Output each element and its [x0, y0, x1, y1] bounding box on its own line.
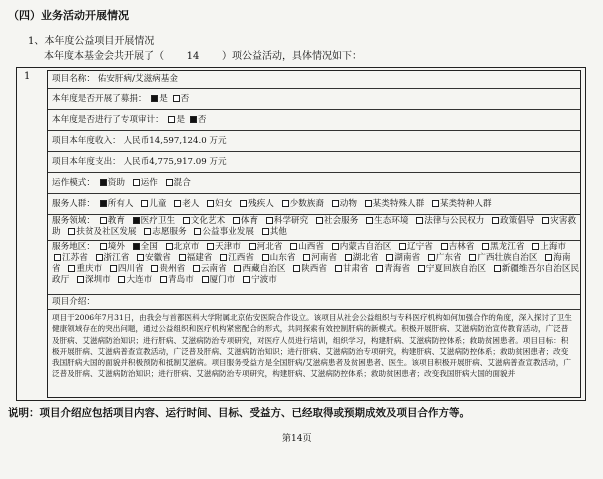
area-option-label: 内蒙古自治区 — [339, 242, 392, 252]
audit-yes-checkbox[interactable] — [168, 116, 175, 123]
field-label: 服务领域： — [52, 216, 95, 226]
area-option-label: 青海省 — [384, 264, 411, 274]
name-value: 佑安肝病/艾滋病基金 — [97, 74, 178, 84]
area-option-label: 上海市 — [540, 242, 567, 252]
crowd-option[interactable] — [330, 199, 357, 209]
area-checkbox[interactable] — [482, 243, 489, 250]
area-checkbox[interactable] — [428, 254, 435, 261]
area-option[interactable] — [480, 242, 524, 252]
field-option[interactable] — [98, 216, 125, 226]
mode-checkbox[interactable] — [166, 179, 173, 186]
crowd-label: 服务人群： — [52, 199, 95, 209]
field-option[interactable] — [414, 216, 484, 226]
area-option-label: 海南省 — [52, 253, 571, 274]
area-option[interactable] — [158, 275, 194, 285]
area-option[interactable] — [66, 264, 102, 274]
area-option-label: 宁夏回族自治区 — [425, 264, 486, 274]
crowd-option[interactable] — [98, 199, 134, 209]
area-option-label: 全国 — [140, 242, 158, 252]
area-checkbox[interactable] — [160, 276, 167, 283]
crowd-checkbox[interactable] — [141, 200, 148, 207]
mode-option[interactable] — [98, 178, 125, 188]
area-option[interactable] — [108, 264, 144, 274]
field-option-label: 社会服务 — [323, 216, 359, 226]
field-option-label: 其他 — [269, 227, 287, 237]
area-option-label: 广西壮族自治区 — [477, 253, 538, 263]
crowd-option-label: 残疾人 — [248, 199, 274, 209]
audit-yes-label: 是 — [176, 115, 186, 125]
intro-label: 项目介绍： — [52, 297, 95, 307]
row-mode — [48, 173, 580, 194]
crowd-option-label: 某类特种人群 — [439, 199, 492, 209]
crowd-option[interactable] — [139, 199, 166, 209]
area-option-label: 甘肃省 — [342, 264, 369, 274]
crowd-option-label: 儿童 — [149, 199, 167, 209]
area-option[interactable] — [98, 242, 125, 252]
field-checkbox[interactable] — [233, 217, 240, 224]
crowd-option[interactable] — [430, 199, 492, 209]
footer-note: 说明：项目介绍应包括项目内容、运行时间、目标、受益方、已经取得或预期成效及项目合作方等。 — [8, 407, 470, 419]
name-label: 项目名称： — [52, 74, 95, 84]
field-option[interactable] — [181, 216, 225, 226]
area-option[interactable] — [164, 242, 200, 252]
area-checkbox[interactable] — [532, 243, 539, 250]
area-option[interactable] — [247, 242, 283, 252]
crowd-checkbox[interactable] — [282, 200, 289, 207]
area-checkbox[interactable] — [133, 243, 140, 250]
page-number: 第14页 — [282, 434, 312, 444]
fundraising-no-checkbox[interactable] — [173, 95, 180, 102]
area-option-label: 湖北省 — [352, 253, 379, 263]
income-label: 项目本年度收入： — [52, 136, 121, 146]
crowd-checkbox[interactable] — [365, 200, 372, 207]
fundraising-yes-label: 是 — [159, 94, 168, 104]
crowd-checkbox[interactable] — [240, 200, 247, 207]
area-option-label: 江苏省 — [62, 253, 88, 263]
row-area — [48, 241, 580, 295]
area-option-label: 湖南省 — [394, 253, 421, 263]
crowd-option[interactable] — [238, 199, 274, 209]
audit-label: 本年度是否进行了专项审计： — [52, 115, 164, 125]
area-option-label: 新疆维吾尔自治区民政厅 — [52, 264, 580, 285]
area-checkbox[interactable] — [68, 265, 75, 272]
project-table — [47, 70, 581, 398]
area-option[interactable] — [205, 242, 241, 252]
area-option-label: 吉林省 — [448, 242, 475, 252]
field-option-label: 教育 — [107, 216, 125, 226]
crowd-checkbox[interactable] — [332, 200, 339, 207]
fundraising-no-label: 否 — [180, 94, 190, 104]
area-option-label: 大连市 — [126, 275, 153, 285]
area-option[interactable] — [384, 253, 420, 263]
field-option[interactable] — [490, 216, 534, 226]
field-option-label: 公益事业发展 — [202, 227, 254, 237]
crowd-option[interactable] — [280, 199, 324, 209]
crowd-checkbox[interactable] — [432, 200, 439, 207]
field-checkbox[interactable] — [316, 217, 323, 224]
field-option[interactable] — [192, 227, 254, 237]
area-checkbox[interactable] — [545, 254, 552, 261]
area-checkbox[interactable] — [202, 276, 209, 283]
area-checkbox[interactable] — [293, 265, 300, 272]
crowd-checkbox[interactable] — [207, 200, 214, 207]
area-option[interactable] — [530, 242, 566, 252]
field-option-label: 扶贫及社区发展 — [76, 227, 137, 237]
area-option-label: 广东省 — [435, 253, 462, 263]
row-audit — [48, 110, 580, 131]
crowd-option[interactable] — [205, 199, 232, 209]
crowd-checkbox[interactable] — [100, 200, 107, 207]
area-checkbox[interactable] — [469, 254, 476, 261]
area-option[interactable] — [467, 253, 537, 263]
crowd-options — [98, 199, 495, 209]
area-option[interactable] — [52, 253, 88, 263]
area-checkbox[interactable] — [249, 243, 256, 250]
area-checkbox[interactable] — [335, 265, 342, 272]
area-option-label: 安徽省 — [145, 253, 171, 263]
field-checkbox[interactable] — [194, 228, 201, 235]
area-option[interactable] — [343, 253, 379, 263]
area-option[interactable] — [177, 253, 213, 263]
row-field — [48, 215, 580, 241]
area-option-label: 境外 — [107, 242, 125, 252]
field-checkbox[interactable] — [100, 217, 107, 224]
area-option[interactable] — [241, 275, 277, 285]
field-checkbox[interactable] — [183, 217, 190, 224]
area-option-label: 天津市 — [215, 242, 241, 252]
crowd-option[interactable] — [363, 199, 425, 209]
area-option[interactable] — [232, 264, 285, 274]
field-option[interactable] — [131, 216, 175, 226]
row-name — [48, 71, 580, 89]
area-option[interactable] — [260, 253, 296, 263]
area-option-label: 浙江省 — [103, 253, 130, 263]
area-checkbox[interactable] — [100, 243, 107, 250]
crowd-option-label: 动物 — [339, 199, 357, 209]
area-option-label: 贵州省 — [159, 264, 186, 274]
area-option-label: 西藏自治区 — [242, 264, 286, 274]
area-checkbox[interactable] — [345, 254, 352, 261]
mode-checkbox[interactable] — [100, 179, 107, 186]
area-option-label: 山东省 — [269, 253, 296, 263]
fundraising-yes-checkbox[interactable] — [151, 95, 158, 102]
area-option[interactable] — [397, 242, 433, 252]
area-option[interactable] — [75, 275, 111, 285]
area-checkbox[interactable] — [441, 243, 448, 250]
area-option-label: 辽宁省 — [407, 242, 433, 252]
mode-option[interactable] — [131, 178, 158, 188]
field-option-label: 体育 — [240, 216, 259, 226]
field-checkbox[interactable] — [133, 217, 140, 224]
area-option-label: 黑龙江省 — [490, 242, 525, 252]
area-option[interactable] — [94, 253, 130, 263]
area-option-label: 河南省 — [311, 253, 337, 263]
area-option[interactable] — [116, 275, 152, 285]
intro-text: 项目于2006年7月31日，由我会与首都医科大学附属北京佑安医院合作设立。该项目从社会公益组织与专科医疗机构如何加强合作的角度，深入探讨了卫生健康领域存在的突出问题，通过公益组织和医疗机构紧密配合的形式，共同探索有效控制肝病的新模式。积极开展肝病、艾滋病防治宣传教育活动，广泛普及肝病、艾滋病防治知识；进行肝病、艾滋病防治专项研究，对医疗人员进行培训，组织学习，构建肝病、艾滋病防控体系；救助贫困患者。项目目标：积极开展肝病、艾滋病普查宣教活动，广泛普及肝病、艾滋病防治知识；进行肝病、艾滋病防治专项研究，构建肝病、艾滋病防控体系；救助贫困患者；改变我国肝病大国的面貌并积极预防和抵制艾滋病。项目服务受益方是全国肝病/艾滋病患者及贫困患者、医生。该项目积极开展肝病、艾滋病普查宣教活动，广泛普及肝病、艾滋病防治知识；进行肝病、艾滋病防治专项研究，构建肝病、艾滋病防控体系；救助贫困患者；改变我国肝病大国的面貌并 — [52, 313, 572, 379]
summary-prefix: 本年度本基金会共开展了（ — [44, 51, 164, 62]
row-intro-label — [48, 295, 580, 310]
audit-no-label: 否 — [197, 115, 207, 125]
area-checkbox[interactable] — [262, 254, 269, 261]
area-checkbox[interactable] — [290, 243, 297, 250]
crowd-option-label: 少数族裔 — [289, 199, 324, 209]
summary-count: 14 — [186, 51, 200, 62]
area-checkbox[interactable] — [418, 265, 425, 272]
fundraising-label: 本年度是否开展了募捐： — [52, 94, 147, 104]
area-checkbox[interactable] — [137, 254, 144, 261]
area-checkbox[interactable] — [234, 265, 241, 272]
area-option-label: 青岛市 — [168, 275, 194, 285]
field-checkbox[interactable] — [542, 217, 549, 224]
field-option[interactable] — [142, 227, 186, 237]
field-option[interactable] — [364, 216, 408, 226]
area-options — [52, 242, 579, 285]
area-option[interactable] — [218, 253, 254, 263]
mode-options — [98, 178, 194, 188]
mode-label: 运作模式： — [52, 178, 95, 188]
area-option[interactable] — [149, 264, 185, 274]
area-option[interactable] — [200, 275, 236, 285]
crowd-option-label: 所有人 — [107, 199, 134, 209]
area-checkbox[interactable] — [376, 265, 383, 272]
field-checkbox[interactable] — [266, 217, 273, 224]
field-option[interactable] — [66, 227, 136, 237]
area-checkbox[interactable] — [303, 254, 310, 261]
area-checkbox[interactable] — [332, 243, 339, 250]
field-option-label: 医疗卫生 — [140, 216, 176, 226]
area-option-label: 北京市 — [173, 242, 200, 252]
area-checkbox[interactable] — [96, 254, 103, 261]
area-checkbox[interactable] — [118, 276, 125, 283]
summary-line — [44, 47, 362, 62]
area-option[interactable] — [191, 264, 227, 274]
crowd-option-label: 妇女 — [215, 199, 233, 209]
area-checkbox[interactable] — [54, 254, 61, 261]
row-crowd — [48, 194, 580, 215]
area-checkbox[interactable] — [166, 243, 173, 250]
expense-value: 人民币4,775,917.09 万元 — [123, 157, 227, 167]
area-checkbox[interactable] — [399, 243, 406, 250]
field-option-label: 生态环境 — [374, 216, 409, 226]
area-checkbox[interactable] — [494, 265, 501, 272]
area-option[interactable] — [333, 264, 369, 274]
area-option[interactable] — [330, 242, 392, 252]
area-checkbox[interactable] — [193, 265, 200, 272]
area-option[interactable] — [131, 242, 158, 252]
area-checkbox[interactable] — [207, 243, 214, 250]
project-index: 1 — [24, 71, 31, 82]
area-option-label: 深圳市 — [84, 275, 111, 285]
field-option[interactable] — [264, 216, 308, 226]
mode-checkbox[interactable] — [133, 179, 140, 186]
area-label: 服务地区： — [52, 242, 95, 252]
subsection-heading: 1、本年度公益项目开展情况 — [28, 36, 155, 47]
area-option[interactable] — [291, 264, 327, 274]
field-checkbox[interactable] — [366, 217, 373, 224]
crowd-option-label: 某类特殊人群 — [372, 199, 425, 209]
area-option[interactable] — [135, 253, 171, 263]
area-option[interactable] — [426, 253, 462, 263]
field-checkbox[interactable] — [262, 228, 269, 235]
row-income — [48, 131, 580, 152]
field-checkbox[interactable] — [492, 217, 499, 224]
crowd-checkbox[interactable] — [174, 200, 181, 207]
field-option-label: 科学研究 — [273, 216, 309, 226]
field-checkbox[interactable] — [144, 228, 151, 235]
mode-option-label: 运作 — [140, 178, 158, 188]
area-checkbox[interactable] — [110, 265, 117, 272]
area-option-label: 重庆市 — [76, 264, 103, 274]
field-option-label: 灾害救助 — [52, 216, 577, 237]
field-option-label: 文化艺术 — [190, 216, 226, 226]
area-checkbox[interactable] — [386, 254, 393, 261]
field-option[interactable] — [260, 227, 287, 237]
section-heading: （四）业务活动开展情况 — [8, 9, 129, 22]
area-checkbox[interactable] — [179, 254, 186, 261]
mode-option-label: 混合 — [173, 178, 191, 188]
area-option-label: 四川省 — [117, 264, 144, 274]
area-option[interactable] — [301, 253, 337, 263]
area-option-label: 厦门市 — [209, 275, 236, 285]
area-option-label: 宁波市 — [251, 275, 277, 285]
row-fundraising — [48, 89, 580, 110]
area-option-label: 陕西省 — [301, 264, 327, 274]
area-checkbox[interactable] — [151, 265, 158, 272]
expense-label: 项目本年度支出： — [52, 157, 121, 167]
area-option-label: 江西省 — [228, 253, 254, 263]
field-option-label: 志愿服务 — [152, 227, 187, 237]
area-option-label: 河北省 — [256, 242, 283, 252]
row-expense — [48, 152, 580, 173]
mode-option-label: 资助 — [107, 178, 125, 188]
summary-suffix: ）项公益活动，具体情况如下： — [222, 51, 362, 62]
area-option-label: 云南省 — [200, 264, 227, 274]
field-option[interactable] — [231, 216, 258, 226]
field-options — [52, 216, 576, 237]
area-option[interactable] — [416, 264, 486, 274]
area-checkbox[interactable] — [77, 276, 84, 283]
mode-option[interactable] — [164, 178, 191, 188]
crowd-option-label: 老人 — [182, 199, 200, 209]
field-option-label: 政策倡导 — [500, 216, 535, 226]
crowd-option[interactable] — [172, 199, 199, 209]
area-option[interactable] — [439, 242, 475, 252]
field-option[interactable] — [314, 216, 358, 226]
area-option[interactable] — [374, 264, 410, 274]
field-checkbox[interactable] — [68, 228, 75, 235]
area-option-label: 福建省 — [186, 253, 213, 263]
area-checkbox[interactable] — [243, 276, 250, 283]
field-option-label: 法律与公民权力 — [424, 216, 485, 226]
field-checkbox[interactable] — [416, 217, 423, 224]
area-option[interactable] — [288, 242, 324, 252]
area-option-label: 山西省 — [298, 242, 324, 252]
audit-no-checkbox[interactable] — [190, 116, 197, 123]
area-checkbox[interactable] — [220, 254, 227, 261]
income-value: 人民币14,597,124.0 万元 — [123, 136, 227, 146]
